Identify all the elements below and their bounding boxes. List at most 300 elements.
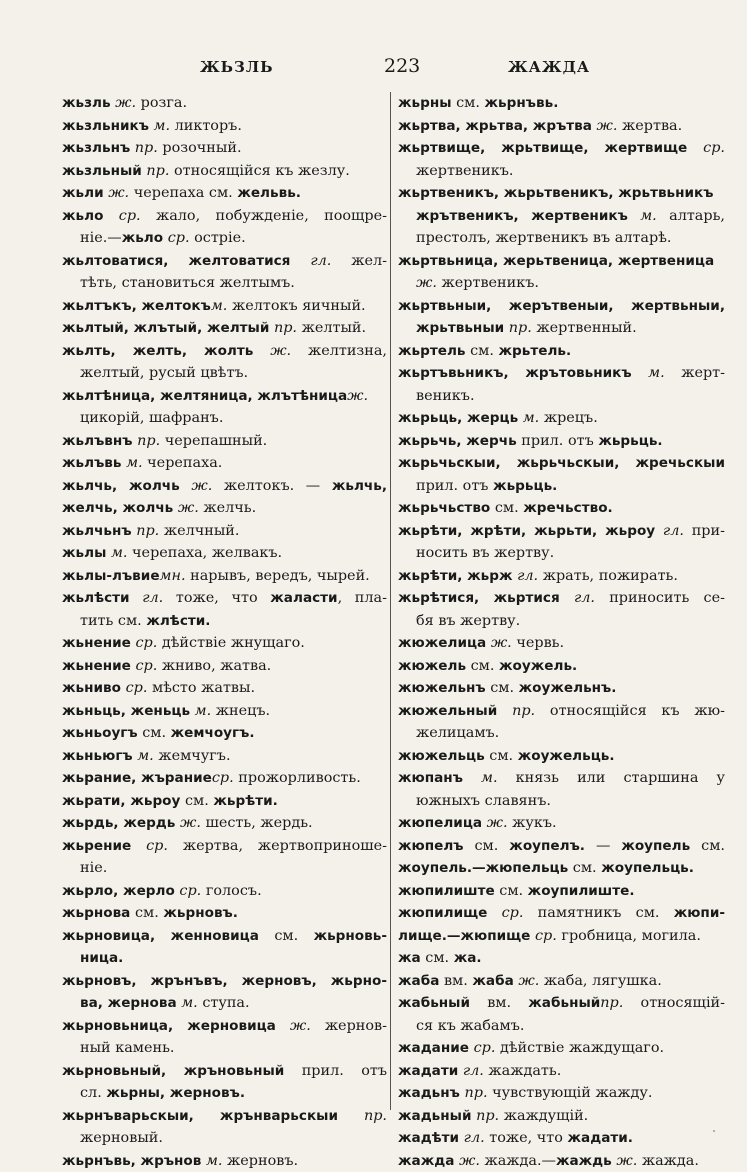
entry-line (398, 992, 725, 1015)
headword: жьньць, женьць (62, 703, 190, 719)
abbreviation: пр. (137, 433, 160, 449)
definition-text: прил. отъ (517, 433, 599, 449)
headword: жаба (398, 973, 439, 989)
abbreviation: гл. (464, 1130, 485, 1146)
entry-line (62, 385, 387, 408)
definition-text (497, 703, 512, 719)
abbreviation: м. (648, 365, 665, 381)
headword: жоупилиште. (528, 883, 635, 899)
entry-line (398, 1127, 725, 1150)
headword: жюпелъ (398, 838, 464, 854)
abbreviation: ж. (518, 973, 539, 989)
definition-text: остріе. (190, 230, 246, 246)
entry-line (62, 475, 387, 498)
entry-line (62, 137, 387, 160)
entry-line (62, 542, 387, 565)
headword: жадание (398, 1040, 469, 1056)
headword: жоупель.—жюпельць (398, 860, 568, 876)
headword: жьло (122, 230, 163, 246)
definition-text: желицамъ. (416, 725, 499, 741)
entry-line (398, 520, 725, 543)
abbreviation: ж. (270, 343, 291, 359)
abbreviation: ж. (108, 185, 129, 201)
headword: жюпи- (674, 905, 725, 921)
headword: ва, жернова (80, 995, 177, 1011)
abbreviation: ср. (212, 770, 234, 786)
abbreviation: пр. (135, 140, 158, 156)
entry-line (62, 1015, 387, 1038)
headword: жюпелица (398, 815, 482, 831)
definition-text: чувствующій жажду. (488, 1085, 653, 1101)
entry-line (398, 227, 725, 250)
definition-text: ся къ жабамъ. (416, 1018, 524, 1034)
definition-text: см. (466, 343, 499, 359)
abbreviation: ж. (491, 635, 512, 651)
abbreviation: ср. (135, 658, 157, 674)
definition-text: жрать, пожирать. (538, 568, 678, 584)
entry-line (62, 407, 387, 430)
entry-line (398, 250, 725, 273)
entry-line (398, 295, 725, 318)
abbreviation: ж. (347, 388, 368, 404)
headword: жьрѣтися, жьртися (398, 590, 560, 606)
definition-text: черепаха, желвакъ. (127, 545, 282, 561)
abbreviation: м. (640, 208, 657, 224)
headword: жьнение (62, 658, 131, 674)
column-divider (390, 92, 391, 1110)
entry-line (398, 745, 725, 768)
definition-text: см. (690, 838, 725, 854)
entry-line (62, 520, 387, 543)
definition-text: жало, побужденіе, поощре- (141, 208, 387, 224)
headword: жьзль (62, 95, 111, 111)
definition-text: ніе. (80, 860, 107, 876)
entry-line (62, 925, 387, 948)
headword: жоужельць. (518, 748, 615, 764)
entry-line (398, 857, 725, 880)
headword: жельвь. (237, 185, 301, 201)
entry-line (398, 835, 725, 858)
headword: жюжельнъ (398, 680, 486, 696)
headword: жоужель. (499, 658, 577, 674)
headword: жьнение (62, 635, 131, 651)
headword: жьлъвнъ (62, 433, 133, 449)
abbreviation: ср. (535, 928, 557, 944)
entry-line (62, 160, 387, 183)
abbreviation: гл. (310, 253, 331, 269)
definition-text: жертва, жертвоприноше- (168, 838, 387, 854)
definition-text (487, 905, 501, 921)
headword: лище.—жюпище (398, 928, 530, 944)
entry-line (62, 970, 387, 993)
headword: жьрнъварьскыи, жрънварьскыи (62, 1108, 338, 1124)
entry-line (398, 947, 725, 970)
headword: жьрновьный, жръновьный (62, 1063, 284, 1079)
headword: жьртвьница, жерьтвеница, жертвеница (398, 253, 714, 269)
entry-line (62, 205, 387, 228)
headword: жьрьць. (493, 478, 557, 494)
entry-line (398, 317, 725, 340)
entry-line (398, 92, 725, 115)
definition-text (560, 590, 574, 606)
entry-line (62, 362, 387, 385)
headword: жьлъвь (62, 455, 122, 471)
entry-line (62, 880, 387, 903)
headword: жьртвеникъ, жьрьтвеникъ, жрьтвьникъ (398, 185, 714, 201)
headword: жабьный (398, 995, 470, 1011)
running-header (0, 58, 747, 84)
definition-text: гробница, могила. (557, 928, 701, 944)
abbreviation: ж. (597, 118, 618, 134)
definition-text: нарывъ, вередъ, чырей. (186, 568, 370, 584)
entry-line (398, 385, 725, 408)
headword: жа (398, 950, 421, 966)
abbreviation: ж. (191, 478, 212, 494)
headword: жюжель (398, 658, 466, 674)
entry-line (398, 362, 725, 385)
headword: жадьнъ (398, 1085, 460, 1101)
definition-text: желтый, русый цвѣтъ. (80, 365, 248, 381)
entry-line (62, 1037, 387, 1060)
abbreviation: пр. (600, 995, 623, 1011)
abbreviation: гл. (517, 568, 538, 584)
definition-text (103, 208, 118, 224)
definition-text: жерновый. (80, 1130, 163, 1146)
abbreviation: пр. (464, 1085, 487, 1101)
abbreviation: ж. (180, 815, 201, 831)
entry-line (62, 340, 387, 363)
definition-text: см. (452, 95, 485, 111)
definition-text: южныхъ славянъ. (416, 793, 551, 809)
abbreviation: пр. (364, 1108, 387, 1124)
entry-line (398, 880, 725, 903)
entry-line (62, 227, 387, 250)
headword: жьрѣти. (213, 793, 277, 809)
left-column (62, 92, 387, 1172)
headword: жьртель (398, 343, 466, 359)
definition-text: прил. отъ (284, 1063, 387, 1079)
headword: жьрание, жърание (62, 770, 212, 786)
headword: жюжелица (398, 635, 486, 651)
entry-line (398, 1037, 725, 1060)
headword: жюпанъ (398, 770, 463, 786)
abbreviation: ж. (459, 1153, 480, 1169)
definition-text: жертвеникъ. (416, 163, 513, 179)
definition-text: памятникъ см. (523, 905, 673, 921)
headword: жьзльнъ (62, 140, 130, 156)
abbreviation: пр. (146, 163, 169, 179)
headword: жьрнъвь. (485, 95, 559, 111)
headword: жюжельць (398, 748, 485, 764)
entry-line (398, 497, 725, 520)
entry-line (398, 1082, 725, 1105)
entry-line (398, 182, 725, 205)
entry-line (62, 317, 387, 340)
right-column (398, 92, 725, 1172)
headword: жюжельный (398, 703, 497, 719)
definition-text: червь. (512, 635, 564, 651)
definition-text: желтизна, (291, 343, 387, 359)
entry-line (398, 677, 725, 700)
headword: жьрѣти, жрѣти, жьрьти, жьроу (398, 523, 655, 539)
headword: жьрло, жерло (62, 883, 175, 899)
definition-text: жаба, лягушка. (539, 973, 662, 989)
definition-text: жернов- (311, 1018, 387, 1034)
definition-text (632, 365, 649, 381)
entry-line (398, 115, 725, 138)
definition-text: желчный. (159, 523, 239, 539)
definition-text: относящій- (623, 995, 725, 1011)
definition-text: тить см. (80, 613, 146, 629)
entry-line (398, 610, 725, 633)
definition-text: желтокъ. — (212, 478, 332, 494)
headword: жадьный (398, 1108, 472, 1124)
headword: жьлчь, жолчь (62, 478, 180, 494)
entry-line (398, 430, 725, 453)
definition-text: тоже, что (163, 590, 270, 606)
headword: жажда (398, 1153, 454, 1169)
headword: жьрение (62, 838, 131, 854)
entry-line (62, 992, 387, 1015)
headword: жьртвище, жрьтвище, жертвище (398, 140, 687, 156)
definition-text: ніе.— (80, 230, 122, 246)
definition-text: жел- (331, 253, 387, 269)
entry-line (398, 812, 725, 835)
definition-text: см. (138, 725, 171, 741)
abbreviation: ср. (126, 680, 148, 696)
definition-text: при- (684, 523, 725, 539)
definition-text (130, 590, 143, 606)
definition-text: см. (495, 883, 528, 899)
definition-text: жертвеникъ. (437, 275, 539, 291)
headword: жрьтвьныи (416, 320, 504, 336)
definition-text: жнецъ. (211, 703, 270, 719)
definition-text: относящійся къ жезлу. (169, 163, 349, 179)
entry-line (62, 452, 387, 475)
page-number: 223 (384, 55, 420, 77)
headword: жьзльникъ (62, 118, 149, 134)
entry-line (398, 205, 725, 228)
headword: ница. (80, 950, 123, 966)
headword: жлѣсти. (146, 613, 210, 629)
headword: жьрнова (62, 905, 130, 921)
headword: жабьный (528, 995, 600, 1011)
abbreviation: гл. (663, 523, 684, 539)
entry-line (62, 587, 387, 610)
abbreviation: м. (195, 703, 212, 719)
abbreviation: ср. (146, 838, 168, 854)
definition-text: относящійся къ жю- (535, 703, 725, 719)
headword: жьньоугъ (62, 725, 138, 741)
definition-text (628, 208, 640, 224)
definition-text: прожорливость. (234, 770, 361, 786)
abbreviation: пр. (136, 523, 159, 539)
abbreviation: ср. (135, 635, 157, 651)
definition-text: жемчугъ. (154, 748, 231, 764)
definition-text: черепашный. (160, 433, 267, 449)
entry-line (398, 655, 725, 678)
definition-text: жажда. (637, 1153, 699, 1169)
entry-line (62, 902, 387, 925)
headword: жьрновьница, жерновица (62, 1018, 276, 1034)
definition-text: см. (485, 748, 518, 764)
headword: жьзльный (62, 163, 142, 179)
headword: жьлть, желть, жолть (62, 343, 253, 359)
abbreviation: мн. (160, 568, 186, 584)
definition-text: престолъ, жертвеникъ въ алтарѣ. (416, 230, 671, 246)
headword: жьрдь, жердь (62, 815, 175, 831)
definition-text (180, 478, 192, 494)
entry-line (62, 182, 387, 205)
definition-text: черепаха см. (129, 185, 237, 201)
entry-line (398, 925, 725, 948)
definition-text: приносить се- (595, 590, 725, 606)
definition-text: розочный. (158, 140, 242, 156)
headword: жоупель (621, 838, 690, 854)
definition-text: сл. (80, 1085, 106, 1101)
headword: жадати (398, 1063, 458, 1079)
entry-line (398, 340, 725, 363)
definition-text (463, 770, 481, 786)
definition-text: прил. отъ (416, 478, 493, 494)
headword: жа. (454, 950, 482, 966)
definition-text: , пла- (338, 590, 387, 606)
entry-line (62, 722, 387, 745)
headword: жьрновица, женновица (62, 928, 259, 944)
definition-text: вм. (439, 973, 472, 989)
abbreviation: ср. (119, 208, 141, 224)
headword: жоупелъ. (509, 838, 585, 854)
entry-line (398, 1015, 725, 1038)
entry-line (62, 295, 387, 318)
definition-text: см. (464, 838, 510, 854)
entry-line (62, 790, 387, 813)
definition-text: см. (486, 680, 519, 696)
abbreviation: м. (154, 118, 171, 134)
abbreviation: ж. (115, 95, 136, 111)
definition-text: жертвенный. (532, 320, 637, 336)
abbreviation: м. (137, 748, 154, 764)
headword: жьрьць, жерць (398, 410, 518, 426)
abbreviation: гл. (142, 590, 163, 606)
headword: жьрны, жерновъ. (106, 1085, 245, 1101)
entry-line (398, 542, 725, 565)
abbreviation: м. (126, 455, 143, 471)
headword: жьртвьныи, жерътвеныи, жертвьныи, (398, 298, 725, 314)
definition-text: вм. (470, 995, 528, 1011)
abbreviation: ср. (474, 1040, 496, 1056)
abbreviation: ж. (416, 275, 437, 291)
entry-line (398, 452, 725, 475)
definition-text: розга. (136, 95, 187, 111)
definition-text: см. (568, 860, 601, 876)
entry-line (62, 272, 387, 295)
definition-text: см. (259, 928, 314, 944)
definition-text: тоже, что (485, 1130, 568, 1146)
definition-text: ный камень. (80, 1040, 175, 1056)
definition-text: веникъ. (416, 388, 475, 404)
headword: жьниво (62, 680, 121, 696)
entry-line (62, 1060, 387, 1083)
headword: жьло (62, 208, 103, 224)
abbreviation: пр. (509, 320, 532, 336)
entry-line (398, 475, 725, 498)
entry-line (398, 790, 725, 813)
abbreviation: м. (211, 298, 228, 314)
entry-line (398, 160, 725, 183)
headword: жоужельнъ. (519, 680, 617, 696)
abbreviation: ср. (502, 905, 524, 921)
headword: жьрьчь, жерчь (398, 433, 517, 449)
definition-text: жукъ. (508, 815, 557, 831)
headword: жрътвеникъ, жертвеникъ (416, 208, 628, 224)
entry-line (62, 565, 387, 588)
headword: жьлтъкъ, желтокъ (62, 298, 211, 314)
definition-text: — (585, 838, 621, 854)
entry-line (62, 1105, 387, 1128)
definition-text: голосъ. (201, 883, 261, 899)
headword: жьлчьнъ (62, 523, 132, 539)
entry-line (62, 632, 387, 655)
abbreviation: м. (111, 545, 128, 561)
definition-text: жрецъ. (539, 410, 598, 426)
headword: жьрьчьство (398, 500, 490, 516)
entry-line (62, 835, 387, 858)
headword: желчь, жолчь (62, 500, 173, 516)
definition-text: жниво, жатва. (157, 658, 271, 674)
definition-text: цикорій, шафранъ. (80, 410, 223, 426)
entry-line (62, 92, 387, 115)
definition-text: носить въ жертву. (416, 545, 554, 561)
entry-line (398, 407, 725, 430)
abbreviation: м. (481, 770, 498, 786)
headword: жьртъвьникъ, жрътовьникъ (398, 365, 632, 381)
definition-text: жерновъ. (222, 1153, 298, 1169)
headword: жаба (472, 973, 513, 989)
definition-text: жертва. (617, 118, 682, 134)
definition-text: см. (180, 793, 213, 809)
headword: жюпилище (398, 905, 487, 921)
headword: жемчоугъ. (171, 725, 255, 741)
definition-text: бя въ жертву. (416, 613, 520, 629)
definition-text: шесть, жердь. (201, 815, 313, 831)
headword: жьлтоватися, желтоватися (62, 253, 290, 269)
abbreviation: гл. (574, 590, 595, 606)
abbreviation: ж. (178, 500, 199, 516)
abbreviation: м. (206, 1153, 223, 1169)
definition-text (131, 838, 146, 854)
definition-text: см. (421, 950, 454, 966)
definition-text: дѣйствіе жнущаго. (157, 635, 305, 651)
abbreviation: ж. (616, 1153, 637, 1169)
abbreviation: м. (523, 410, 540, 426)
headword: жьрновъ. (163, 905, 238, 921)
headword: жьли (62, 185, 104, 201)
headword: жьлчь, (332, 478, 387, 494)
definition-text: жажда.— (480, 1153, 556, 1169)
definition-text: см. (466, 658, 499, 674)
entry-line (62, 812, 387, 835)
entry-line (62, 610, 387, 633)
definition-text: желчь. (199, 500, 256, 516)
definition-text (253, 343, 270, 359)
entry-line (398, 137, 725, 160)
entry-line (62, 857, 387, 880)
header-right-headword: ЖАЖДА (508, 58, 590, 76)
entry-line (62, 497, 387, 520)
definition-text: алтарь, (657, 208, 725, 224)
entry-line (62, 677, 387, 700)
